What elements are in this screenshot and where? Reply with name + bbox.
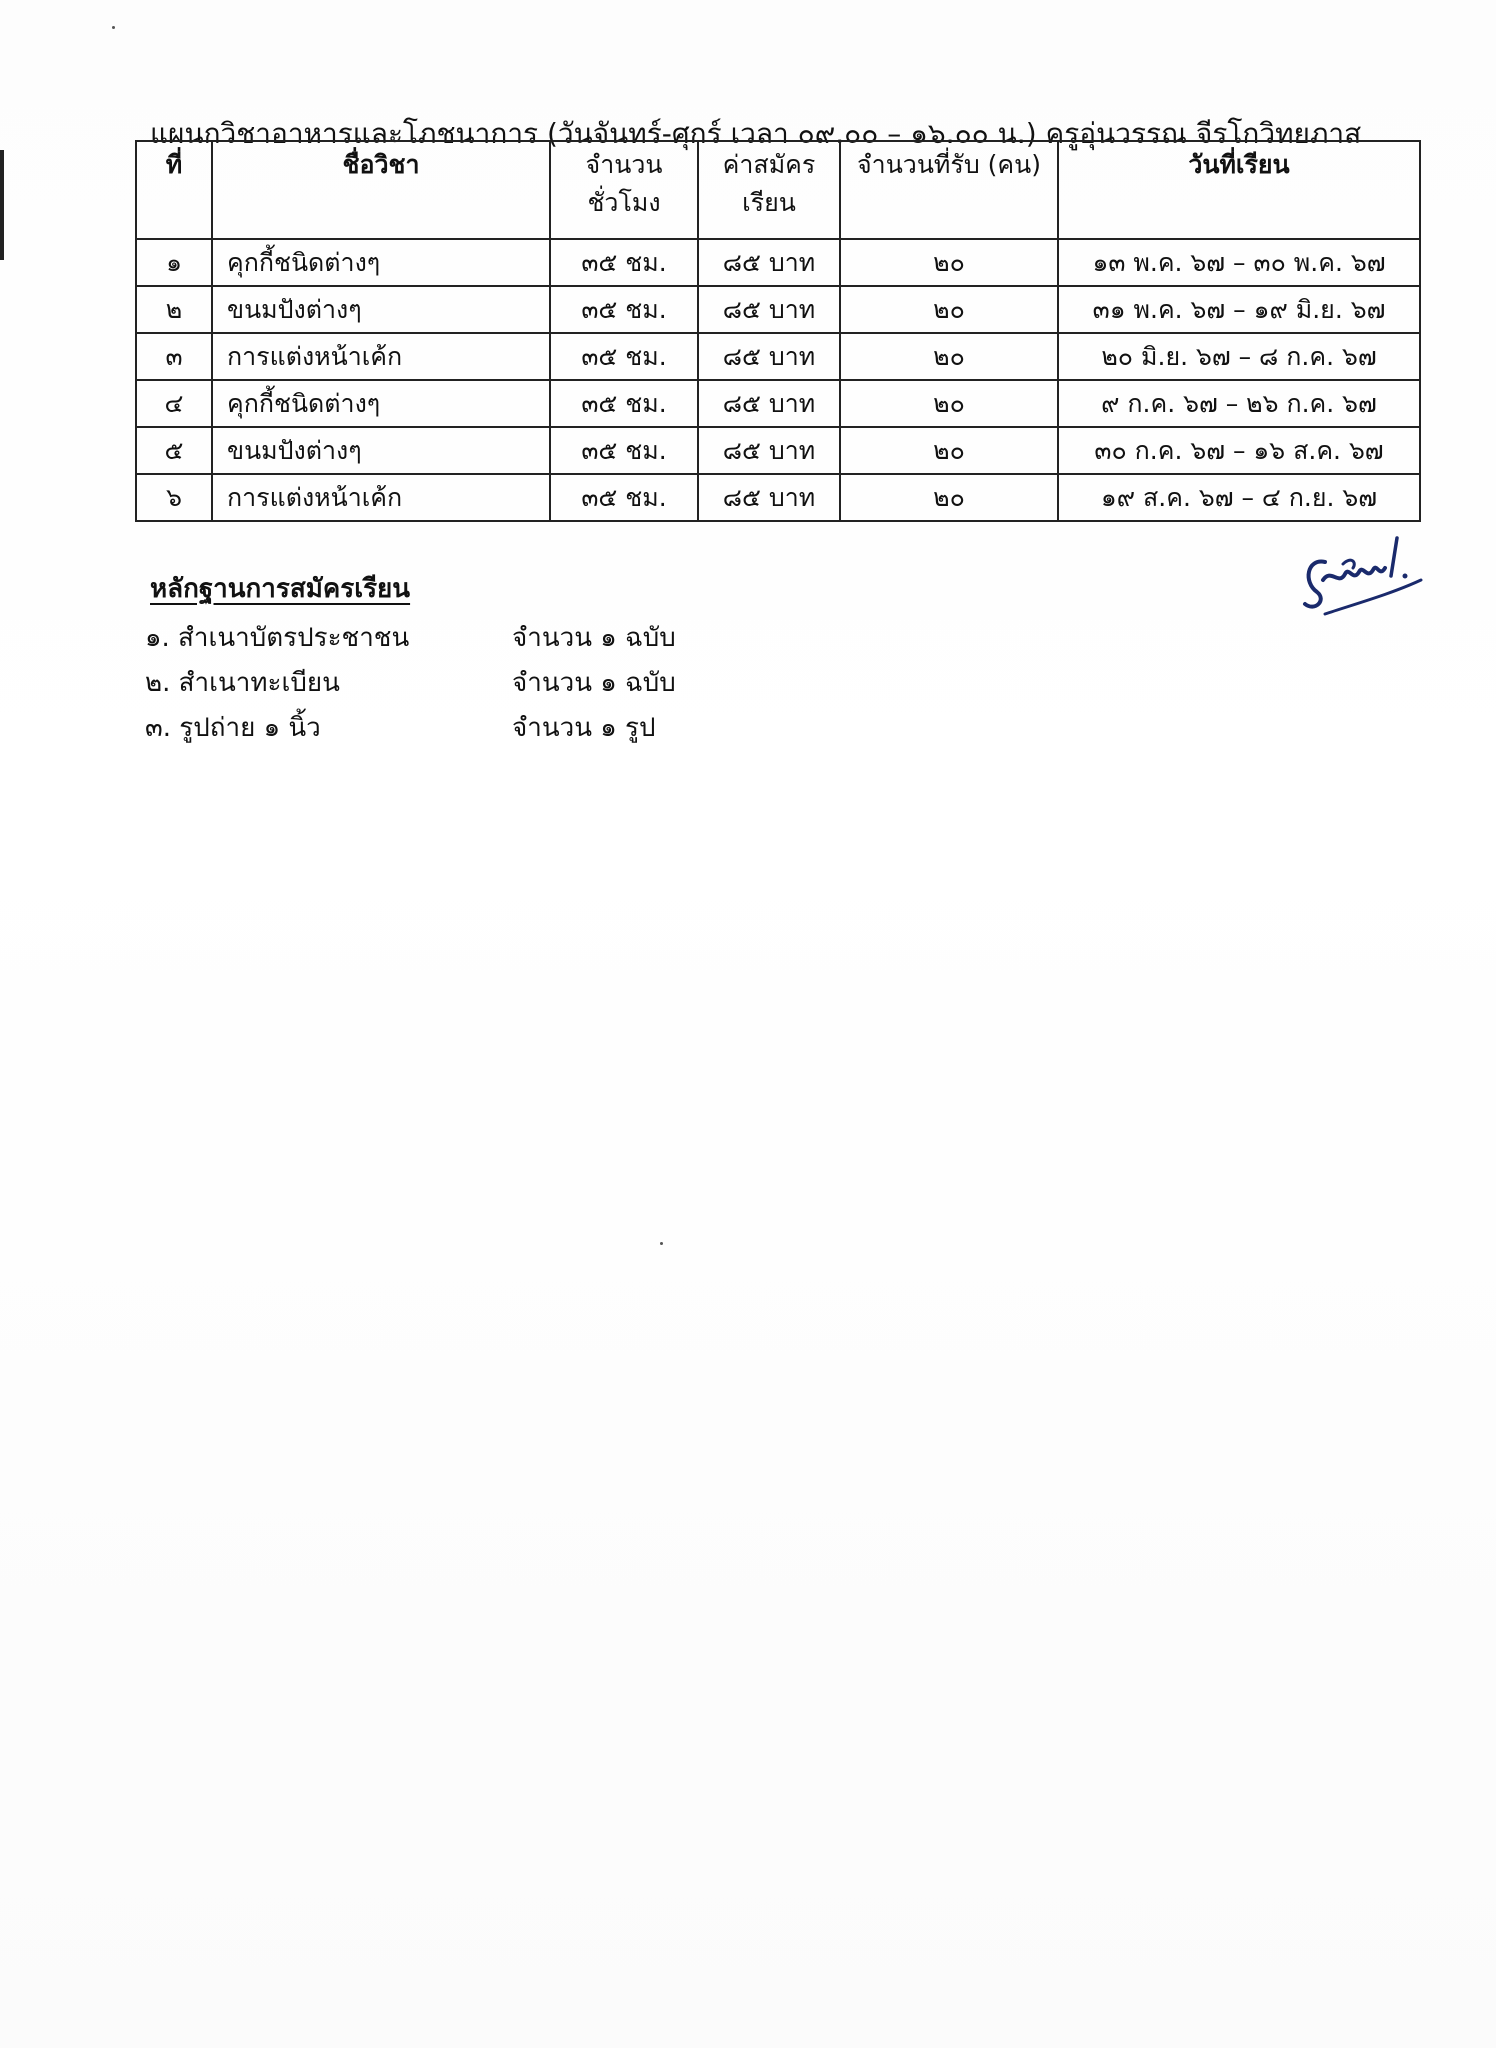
- header-dates: วันที่เรียน: [1058, 141, 1420, 239]
- list-item: [145, 660, 676, 705]
- cell-dates: ๑๙ ส.ค. ๖๗ – ๔ ก.ย. ๖๗: [1058, 474, 1420, 521]
- cell-dates: ๒๐ มิ.ย. ๖๗ – ๘ ก.ค. ๖๗: [1058, 333, 1420, 380]
- header-hours: [550, 141, 698, 239]
- table-row: [136, 333, 1420, 380]
- table-header-row: [136, 141, 1420, 239]
- cell-no: ๕: [136, 427, 212, 474]
- cell-hours: ๓๕ ชม.: [550, 380, 698, 427]
- requirements-list: [145, 615, 676, 750]
- table-row: [136, 239, 1420, 286]
- cell-course-name: ขนมปังต่างๆ: [212, 286, 550, 333]
- handwritten-signature: [1295, 520, 1425, 620]
- cell-capacity: ๒๐: [840, 380, 1058, 427]
- cell-dates: ๓๑ พ.ค. ๖๗ – ๑๙ มิ.ย. ๖๗: [1058, 286, 1420, 333]
- cell-course-name: การแต่งหน้าเค้ก: [212, 333, 550, 380]
- cell-hours: ๓๕ ชม.: [550, 239, 698, 286]
- cell-fee: ๘๕ บาท: [698, 427, 840, 474]
- scan-speck: [112, 26, 115, 29]
- header-no: ที่: [136, 141, 212, 239]
- table-row: [136, 474, 1420, 521]
- cell-fee: ๘๕ บาท: [698, 474, 840, 521]
- scan-edge-shadow: [0, 150, 4, 260]
- cell-no: ๖: [136, 474, 212, 521]
- requirement-quantity: จำนวน ๑ ฉบับ: [512, 623, 676, 653]
- header-fee-line1: ค่าสมัคร: [722, 150, 816, 179]
- cell-hours: ๓๕ ชม.: [550, 286, 698, 333]
- requirement-label: ๒. สำเนาทะเบียน: [145, 668, 340, 698]
- cell-no: ๒: [136, 286, 212, 333]
- cell-no: ๔: [136, 380, 212, 427]
- header-capacity: จำนวนที่รับ (คน): [840, 141, 1058, 239]
- requirement-quantity: จำนวน ๑ ฉบับ: [512, 668, 676, 698]
- cell-capacity: ๒๐: [840, 333, 1058, 380]
- department-heading: แผนกวิชาอาหารและโภชนาการ (วันจันทร์-ศุกร์ เวลา ๐๙.๐๐ – ๑๖.๐๐ น.) ครูอุ่นวรรณ จีรโกวิทยภาส: [150, 117, 1362, 150]
- cell-no: ๓: [136, 333, 212, 380]
- cell-fee: ๘๕ บาท: [698, 380, 840, 427]
- cell-dates: ๓๐ ก.ค. ๖๗ – ๑๖ ส.ค. ๖๗: [1058, 427, 1420, 474]
- cell-dates: ๑๓ พ.ค. ๖๗ – ๓๐ พ.ค. ๖๗: [1058, 239, 1420, 286]
- requirement-quantity: จำนวน ๑ รูป: [512, 713, 656, 743]
- requirement-label: ๑. สำเนาบัตรประชาชน: [145, 623, 410, 653]
- cell-course-name: คุกกี้ชนิดต่างๆ: [212, 239, 550, 286]
- cell-hours: ๓๕ ชม.: [550, 333, 698, 380]
- header-hours-line2: ชั่วโมง: [587, 188, 661, 217]
- list-item: [145, 615, 676, 660]
- cell-capacity: ๒๐: [840, 286, 1058, 333]
- cell-course-name: คุกกี้ชนิดต่างๆ: [212, 380, 550, 427]
- header-fee-line2: เรียน: [742, 188, 796, 217]
- header-hours-line1: จำนวน: [585, 150, 663, 179]
- cell-capacity: ๒๐: [840, 427, 1058, 474]
- requirement-label: ๓. รูปถ่าย ๑ นิ้ว: [145, 713, 321, 743]
- cell-hours: ๓๕ ชม.: [550, 474, 698, 521]
- scan-speck: [660, 1242, 663, 1245]
- header-fee: [698, 141, 840, 239]
- list-item: [145, 705, 676, 750]
- course-schedule-table: [135, 140, 1421, 522]
- cell-no: ๑: [136, 239, 212, 286]
- cell-capacity: ๒๐: [840, 474, 1058, 521]
- cell-capacity: ๒๐: [840, 239, 1058, 286]
- cell-hours: ๓๕ ชม.: [550, 427, 698, 474]
- cell-course-name: ขนมปังต่างๆ: [212, 427, 550, 474]
- table-row: [136, 427, 1420, 474]
- cell-fee: ๘๕ บาท: [698, 239, 840, 286]
- cell-fee: ๘๕ บาท: [698, 286, 840, 333]
- cell-fee: ๘๕ บาท: [698, 333, 840, 380]
- cell-course-name: การแต่งหน้าเค้ก: [212, 474, 550, 521]
- requirements-title: หลักฐานการสมัครเรียน: [150, 574, 411, 604]
- header-course-name: ชื่อวิชา: [212, 141, 550, 239]
- cell-dates: ๙ ก.ค. ๖๗ – ๒๖ ก.ค. ๖๗: [1058, 380, 1420, 427]
- table-row: [136, 286, 1420, 333]
- table-row: [136, 380, 1420, 427]
